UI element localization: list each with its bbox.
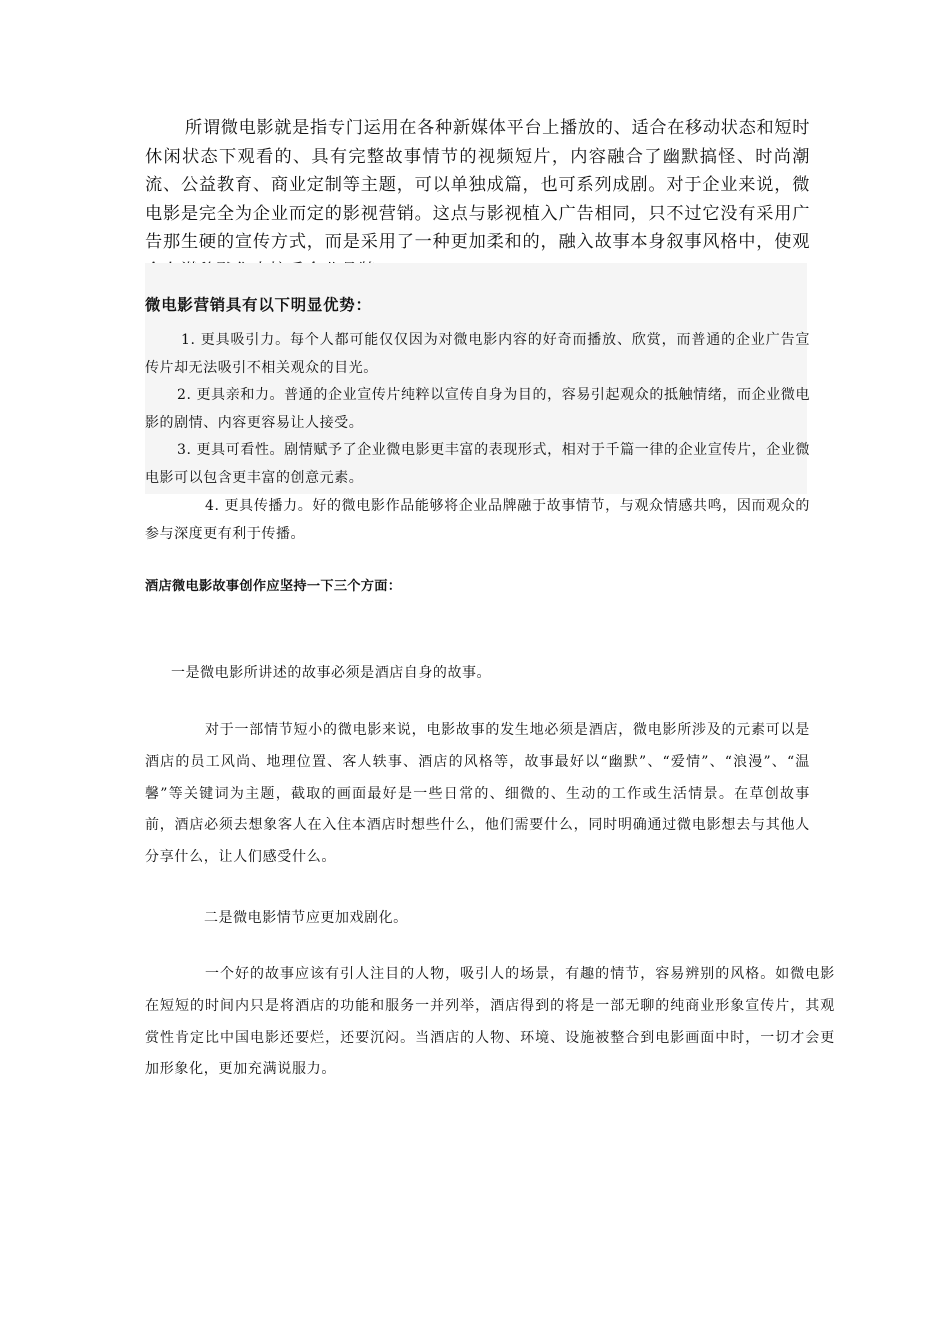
point-1-title: 一是微电影所讲述的故事必须是酒店自身的故事。 [171,665,492,681]
advantage-item-3: 3. 更具可看性。剧情赋予了企业微电影更丰富的表现形式，相对于千篇一律的企业宣传片，企业微电影可以包含更丰富的创意元素。 [145,442,810,486]
advantage-item-2: 2. 更具亲和力。普通的企业宣传片纯粹以宣传自身为目的，容易引起观众的抵触情绪，而企业微电影的剧情、内容更容易让人接受。 [145,387,810,431]
hotel-story-heading: 酒店微电影故事创作应坚持一下三个方面： [145,579,402,594]
point-2-title: 二是微电影情节应更加戏剧化。 [204,910,408,926]
advantage-item-1: 1. 更具吸引力。每个人都可能仅仅因为对微电影内容的好奇而播放、欣赏，而普通的企业广告宣传片却无法吸引不相关观众的目光。 [145,332,810,376]
point-1-body: 对于一部情节短小的微电影来说，电影故事的发生地必须是酒店，微电影所涉及的元素可以是酒店的员工风尚、地理位置、客人轶事、酒店的风格等，故事最好以“幽默”、“爱情”、“浪漫”、“温馨”等关键词为主题，截取的画面最好是一些日常的、细微的、生动的工作或生活情景。在草创故事前，酒店必须去想象客人在入住本酒店时想些什么，他们需要什么，同时明确通过微电影想去与其他人分享什么，让人们感受什么。 [145,722,810,866]
advantage-item-4: 4. 更具传播力。好的微电影作品能够将企业品牌融于故事情节，与观众情感共鸣，因而观众的参与深度更有利于传播。 [145,498,810,542]
advantages-heading: 微电影营销具有以下明显优势： [145,296,372,314]
intro-paragraph: 所谓微电影就是指专门运用在各种新媒体平台上播放的、适合在移动状态和短时休闲状态下观看的、具有完整故事情节的视频短片，内容融合了幽默搞怪、时尚潮流、公益教育、商业定制等主题，可以单独成篇，也可系列成剧。对于企业来说，微电影是完全为企业而定的影视营销。这点与影视植入广告相同，只不过它没有采用广告那生硬的宣传方式，而是采用了一种更加柔和的，融入故事本身叙事风格中，使观 [145,118,810,253]
point-2-body: 一个好的故事应该有引人注目的人物，吸引人的场景，有趣的情节，容易辨别的风格。如微电影在短短的时间内只是将酒店的功能和服务一并列举，酒店得到的将是一部无聊的纯商业形象宣传片，其观赏性肯定比中国电影还要烂，还要沉闷。当酒店的人物、环境、设施被整合到电影画面中时，一切才会更加形象化，更加充满说服力。 [145,966,835,1078]
